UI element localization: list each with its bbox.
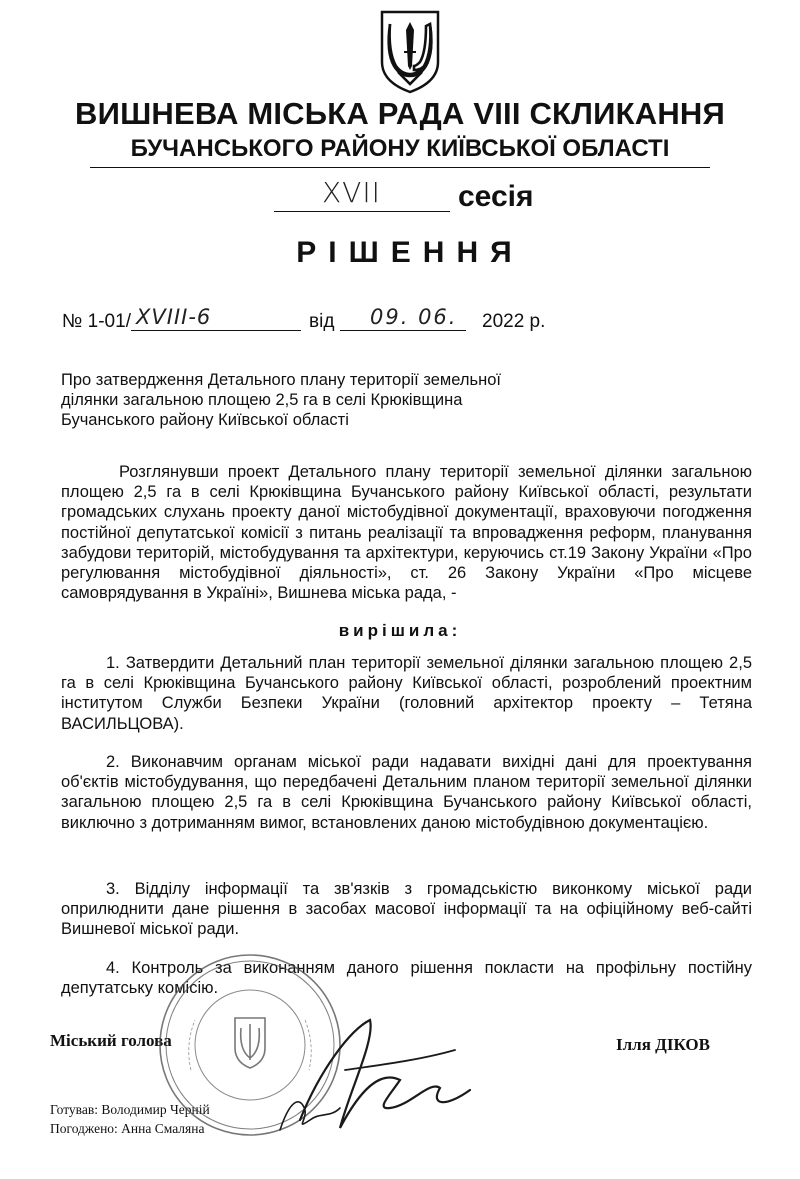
date-underline <box>340 330 466 331</box>
date-handwritten: 09. 06. <box>370 305 458 329</box>
preamble-paragraph: Розглянувши проект Детального плану території земельної ділянки загальною площею 2,5 га в селі Крюківщина Бучанського району Київської області, результати громадських слухань проекту даної містобудівної документації, враховуючи погодження постійної депутатської комісії з питань реалізації та впровадження реформ, планування забудови територій, містобудування та архітектури, керуючись ст.19 Закону України «Про регулювання містобудівної діяльності», ст. 26 Закону України «Про місцеве самоврядування в Україні», Вишнева міська рада, - <box>61 463 752 603</box>
district-title-text: БУЧАНСЬКОГО РАЙОНУ КИЇВСЬКОЇ ОБЛАСТІ <box>130 135 670 162</box>
number-underline <box>131 330 301 331</box>
prepared-signature-icon <box>275 1090 345 1140</box>
agreed-by: Погоджено: Анна Смаляна <box>50 1121 205 1136</box>
coat-of-arms-icon <box>378 8 442 96</box>
year-suffix: 2022 р. <box>482 311 546 332</box>
mayor-name: Ілля ДІКОВ <box>616 1035 710 1054</box>
resolved-heading: вирішила: <box>338 621 462 640</box>
resolution-item-3: 3. Відділу інформації та зв'язків з громадськістю виконкому міської ради оприлюднити дане рішення в засобах масової інформації та на офіційному веб-сайті Вишневої міської ради. <box>61 880 752 939</box>
session-number-handwritten: XVII <box>322 176 381 209</box>
session-underline <box>274 211 450 212</box>
document-subject: Про затвердження Детального плану території земельної ділянки загальною площею 2,5 га в селі Крюківщина Бучанського району Київської області <box>61 371 501 429</box>
resolution-item-1: 1. Затвердити Детальний план території земельної ділянки загальною площею 2,5 га в селі Крюківщина Бучанського району Київської області, розроблений проектним інститутом Служби Безпеки України (головний архітектор проекту – Тетяна ВАСИЛЬЦОВА). <box>61 654 752 733</box>
resolution-item-4: 4. Контроль за виконанням даного рішення покласти на профільну постійну депутатську комісію. <box>61 959 752 998</box>
council-title: ВИШНЕВА МІСЬКА РАДА VIII СКЛИКАННЯ <box>75 96 725 131</box>
title-underline <box>90 167 710 168</box>
number-handwritten: XVIII-6 <box>136 305 212 329</box>
resolution-item-2: 2. Виконавчим органам міської ради надавати вихідні дані для проектування об'єктів містобудування, що передбачені Детальним планом території земельної ділянки загальною площею 2,5 га в селі Крюківщина Бучанського району Київської області, виключно з дотриманням вимог, встановлених даною містобудівною документацією. <box>61 753 752 832</box>
mayor-label: Міський голова <box>50 1031 172 1050</box>
number-prefix: № 1-01/ <box>62 311 131 332</box>
document-type-title: РІШЕННЯ <box>296 236 524 269</box>
date-from-label: від <box>309 311 335 332</box>
district-title <box>0 135 800 163</box>
prepared-by: Готував: Володимир Черній <box>50 1102 210 1117</box>
session-word: сесія <box>458 180 534 213</box>
